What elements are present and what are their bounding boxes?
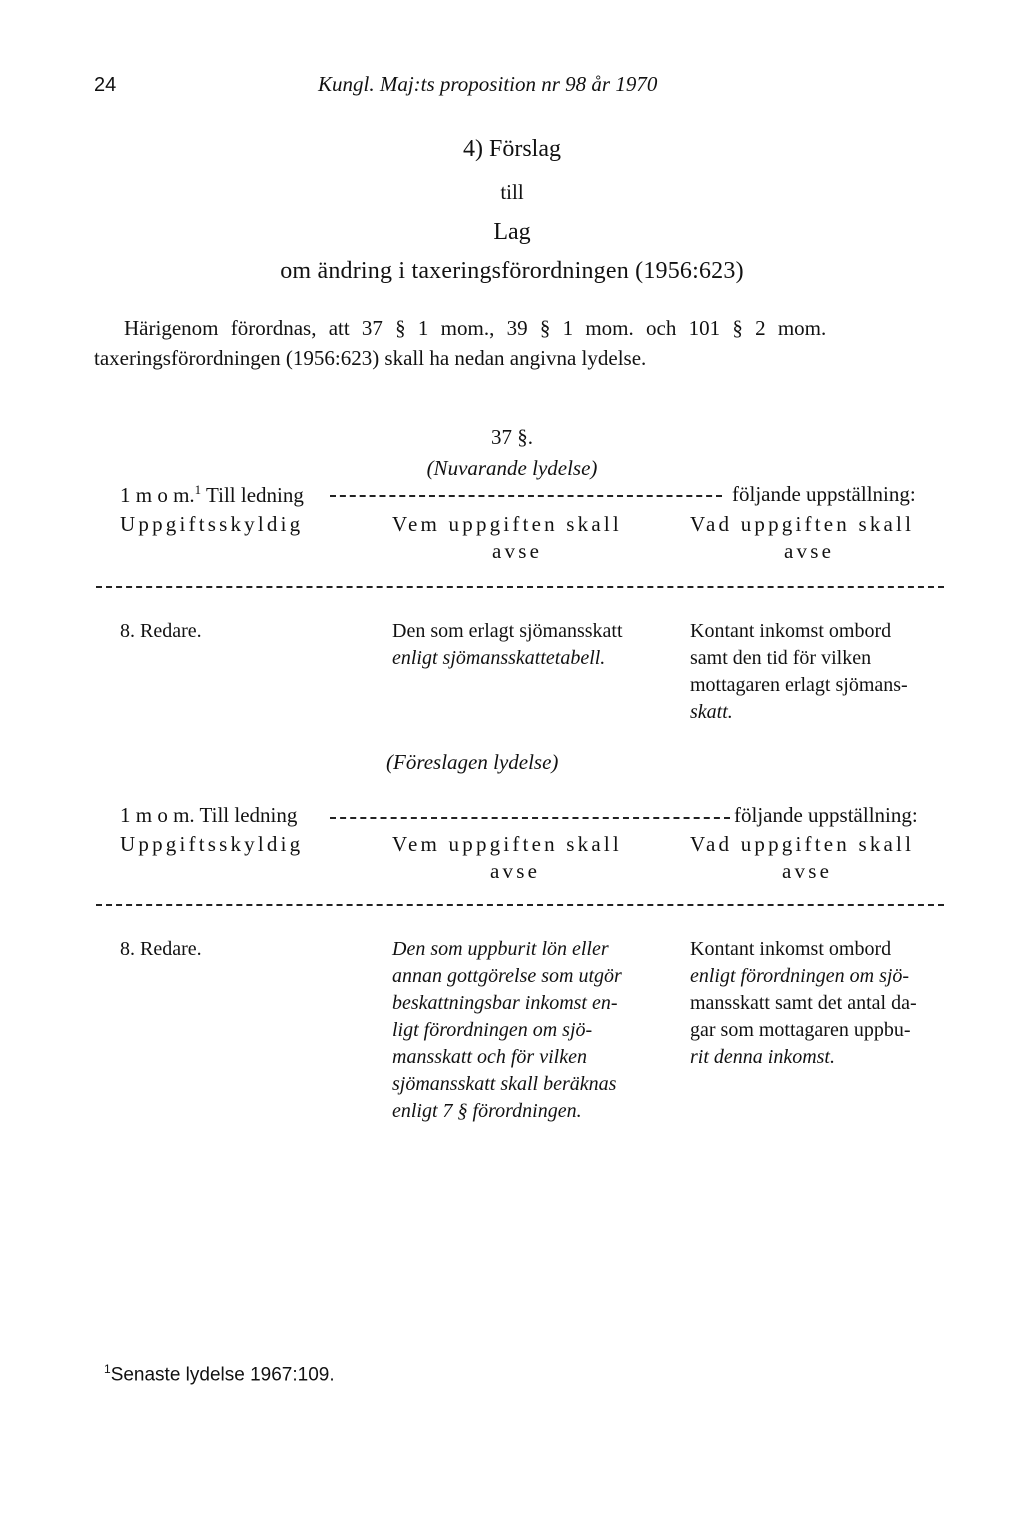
proposed-lead-text: Till ledning (199, 803, 298, 827)
proposed-row-what-line: gar som mottagaren uppbu- (690, 1019, 911, 1041)
current-col-header-2: Vem uppgiften skall (392, 512, 622, 536)
proposed-mom-label: 1 m o m. (120, 803, 195, 827)
section-number: 37 §. (491, 425, 533, 449)
proposed-col-header-1: Uppgiftsskyldig (120, 832, 304, 856)
proposed-row-who-line: sjömansskatt skall beräknas (392, 1073, 617, 1095)
proposal-title-subject: om ändring i taxeringsförordningen (1956:623) (280, 258, 744, 284)
current-row-what-line: mottagaren erlagt sjömans- (690, 674, 908, 696)
current-following-text: följande uppställning: (732, 482, 916, 506)
proposal-title: 4) Förslag (463, 136, 561, 162)
proposed-table-rule (96, 904, 944, 906)
current-omission-dashes (330, 495, 722, 497)
proposed-col-header-3: Vad uppgiften skall (690, 832, 915, 856)
proposal-title-lag: Lag (493, 219, 531, 245)
current-row-who-line: Den som erlagt sjömansskatt (392, 620, 623, 642)
proposed-mom-line (120, 803, 297, 828)
current-row-what (690, 618, 952, 726)
current-lead-text: Till ledning (206, 483, 304, 507)
intro-line-1: Härigenom förordnas, att 37 § 1 mom., 39 § 1 mom. och 101 § 2 mom. (124, 316, 827, 340)
current-col-header-3: Vad uppgiften skall (690, 512, 915, 536)
current-row-who-line: enligt sjömansskattetabell. (392, 647, 606, 669)
intro-line-2: taxeringsförordningen (1956:623) skall ha nedan angivna lydelse. (94, 346, 647, 370)
current-row-what-line: skatt. (690, 701, 733, 723)
proposal-title-till: till (500, 180, 524, 204)
proposed-row-who (392, 936, 662, 1125)
current-wording-heading: (Nuvarande lydelse) (426, 456, 598, 480)
proposed-row-who-line: beskattningsbar inkomst en- (392, 992, 618, 1014)
proposed-row-what-line: mansskatt samt det antal da- (690, 992, 917, 1014)
current-row-what-line: Kontant inkomst ombord (690, 620, 892, 642)
proposed-row-what-line: enligt förordningen om sjö- (690, 965, 910, 987)
proposed-omission-dashes (330, 817, 730, 819)
proposed-row-what-line: Kontant inkomst ombord (690, 938, 892, 960)
proposed-row-who-line: enligt 7 § förordningen. (392, 1100, 582, 1122)
proposed-following-text: följande uppställning: (734, 803, 918, 827)
proposed-row-who-line: ligt förordningen om sjö- (392, 1019, 593, 1041)
current-col-header-3-sub: avse (784, 539, 835, 563)
current-table-rule (96, 586, 944, 588)
proposed-row-who-line: annan gottgörelse som utgör (392, 965, 622, 987)
current-row-what-line: samt den tid för vilken (690, 647, 872, 669)
footnote-reference: 1 (194, 482, 202, 497)
current-row-label: 8. Redare. (120, 620, 202, 642)
current-col-header-2-sub: avse (492, 539, 543, 563)
current-mom-line (120, 482, 304, 508)
footnote-mark: 1 (104, 1362, 111, 1376)
footnote (104, 1362, 335, 1386)
footnote-text: Senaste lydelse 1967:109. (110, 1364, 335, 1386)
current-mom-label: 1 m o m. (120, 483, 195, 507)
proposed-wording-heading: (Föreslagen lydelse) (386, 750, 559, 774)
proposed-row-label: 8. Redare. (120, 938, 202, 960)
proposed-col-header-2: Vem uppgiften skall (392, 832, 622, 856)
proposed-row-who-line: Den som uppburit lön eller (392, 938, 609, 960)
proposed-row-what-line: rit denna inkomst. (690, 1046, 835, 1068)
proposed-col-header-2-sub: avse (490, 859, 541, 883)
running-title: Kungl. Maj:ts proposition nr 98 år 1970 (318, 72, 658, 96)
page-number: 24 (94, 74, 117, 96)
proposed-row-who-line: mansskatt och för vilken (392, 1046, 587, 1068)
proposed-col-header-3-sub: avse (782, 859, 833, 883)
proposed-row-what (690, 936, 952, 1071)
current-row-who (392, 618, 662, 672)
current-col-header-1: Uppgiftsskyldig (120, 512, 304, 536)
